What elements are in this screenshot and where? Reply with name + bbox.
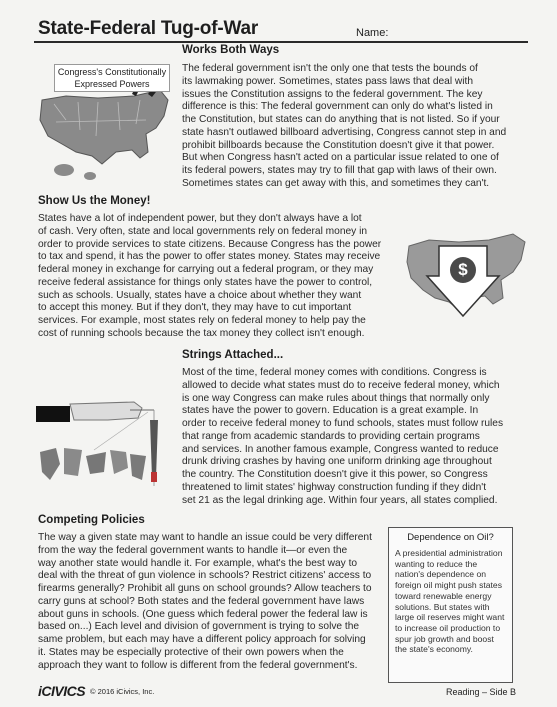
text-line: set 21 as the legal drinking age. Within four years, all states complied. bbox=[182, 494, 498, 506]
text-line: and services. In another famous example, Congress wanted to reduce bbox=[182, 443, 499, 455]
text-line: its federal powers, states may try to fill that gap with laws of their own. bbox=[182, 165, 497, 176]
text-line: threatened to limit states' highway construction funding if they didn't bbox=[182, 481, 487, 493]
text-line: difference is this: The federal government can only do what's listed in bbox=[182, 101, 493, 113]
paragraph-works-both-ways bbox=[182, 63, 526, 191]
text-line: that range from academic standards to providing certain programs bbox=[182, 430, 480, 442]
dollar-sign-icon: $ bbox=[458, 260, 468, 279]
paragraph-competing-policies bbox=[38, 532, 390, 672]
text-line: large oil reserves might want bbox=[395, 612, 505, 623]
text-line: Most of the time, federal money comes with conditions. Congress is bbox=[182, 367, 487, 378]
text-line: allowed to decide what states must do to receive federal money, which bbox=[182, 379, 500, 391]
text-line: it. States may be especially protective of their own powers when the bbox=[38, 646, 344, 658]
text-line: receive federal assistance for things only states have the power to control, bbox=[38, 276, 373, 288]
text-line: nation's dependence on bbox=[395, 569, 486, 580]
text-line: order to provide services to state citizens. Because Congress has the power bbox=[38, 238, 382, 250]
text-line: same problem, but each may have a different policy approach for solving bbox=[38, 634, 366, 645]
text-line: services. For example, most states rely on federal money to help pay the bbox=[38, 315, 366, 326]
text-line: of cash. Very often, state and local governments rely on federal money in bbox=[38, 225, 368, 237]
name-field-label: Name: bbox=[356, 27, 389, 39]
icivics-logo: iCIVICS bbox=[38, 683, 86, 699]
text-line: States have a lot of independent power, but they don't always have a lot bbox=[38, 213, 362, 224]
text-line: solutions. But states with bbox=[395, 601, 490, 612]
text-line: such as schools. Usually, states have a choice about whether they want bbox=[38, 289, 362, 301]
heading-show-us-the-money: Show Us the Money! bbox=[38, 195, 151, 207]
text-line: The way a given state may want to handle an issue could be very different bbox=[38, 532, 372, 543]
page-title: State-Federal Tug-of-War bbox=[38, 18, 259, 39]
heading-competing-policies: Competing Policies bbox=[38, 514, 145, 526]
text-line: issues the Constitution assigns to the federal government. The key bbox=[182, 88, 483, 100]
image-caption: Congress's Constitutionally Expressed Powers bbox=[54, 64, 170, 92]
sidebar-body bbox=[395, 548, 506, 655]
text-line: the Constitution, but states can do anything that is not listed. So if your bbox=[182, 114, 500, 125]
text-line: federal money in exchange for carrying out a federal program, or they may bbox=[38, 264, 374, 275]
paragraph-strings-attached bbox=[182, 367, 526, 507]
text-line: about guns in schools. (One guess which federal power the federal law is bbox=[38, 608, 368, 620]
heading-works-both-ways: Works Both Ways bbox=[182, 44, 280, 56]
puppet-strings-states-illustration bbox=[34, 390, 180, 500]
text-line: to accept this money. But if they don't, they may have to cut important bbox=[38, 302, 352, 314]
text-line: But when Congress hasn't acted on a particular issue related to one of bbox=[182, 152, 499, 164]
text-line: states have the power to govern. Education is a great example. In bbox=[182, 405, 479, 417]
copyright-text: © 2016 iCivics, Inc. bbox=[90, 687, 155, 696]
text-line: firearms generally? Prohibit all guns on school grounds? Allow teachers to bbox=[38, 583, 372, 594]
text-line: from the way the federal government wants to handle it—or even the bbox=[38, 544, 348, 556]
page-side-label: Reading – Side B bbox=[446, 687, 517, 697]
text-line: deal with the threat of gun violence in schools? Restrict citizens' access to bbox=[38, 570, 372, 582]
text-line: is one way Congress can make rules about things that normally only bbox=[182, 392, 490, 404]
text-line: to increase oil production to bbox=[395, 622, 501, 633]
paragraph-show-us-the-money bbox=[38, 213, 408, 341]
text-line: based on...) Each level and division of government is trying to solve the bbox=[38, 621, 360, 633]
text-line: its lawmaking power. Sometimes, states pass laws that deal with bbox=[182, 75, 474, 87]
text-line: the country. The Constitution doesn't give it this power, so Congress bbox=[182, 469, 488, 480]
sidebar-title: Dependence on Oil? bbox=[407, 532, 494, 543]
text-line: approach they want to follow is different from the federal government's. bbox=[38, 659, 358, 671]
text-line: A presidential administration bbox=[395, 548, 503, 558]
text-line: order to receive federal money to fund schools, states must follow rules bbox=[182, 418, 504, 429]
heading-strings-attached: Strings Attached... bbox=[182, 349, 284, 361]
text-line: spur job growth and boost bbox=[395, 633, 494, 644]
text-line: prohibit billboards because the Constitution doesn't give it that power. bbox=[182, 139, 495, 151]
text-line: carry guns at school? Both states and the federal government have laws bbox=[38, 595, 365, 607]
sidebar-dependence-on-oil bbox=[388, 527, 513, 683]
text-line: The federal government isn't the only one that tests the bounds of bbox=[182, 63, 478, 74]
text-line: state hasn't outlawed billboard advertising, Congress cannot step in and bbox=[182, 126, 507, 138]
text-line: way another state would handle it. For example, what's the best way to bbox=[38, 557, 358, 569]
text-line: cost of running schools because the tax money they collect isn't enough. bbox=[38, 327, 365, 339]
text-line: to tax and spend, it has the power to offer states money. States may receive bbox=[38, 251, 381, 263]
text-line: Sometimes states can get away with this, and sometimes they can't. bbox=[182, 177, 490, 189]
text-line: drunk driving crashes by having one uniform drinking age throughout bbox=[182, 456, 492, 468]
text-line: foreign oil might push states bbox=[395, 580, 503, 591]
title-divider bbox=[34, 41, 528, 43]
text-line: toward renewable energy bbox=[395, 590, 492, 601]
text-line: wanting to reduce the bbox=[395, 558, 478, 569]
text-line: the state's economy. bbox=[395, 644, 473, 655]
